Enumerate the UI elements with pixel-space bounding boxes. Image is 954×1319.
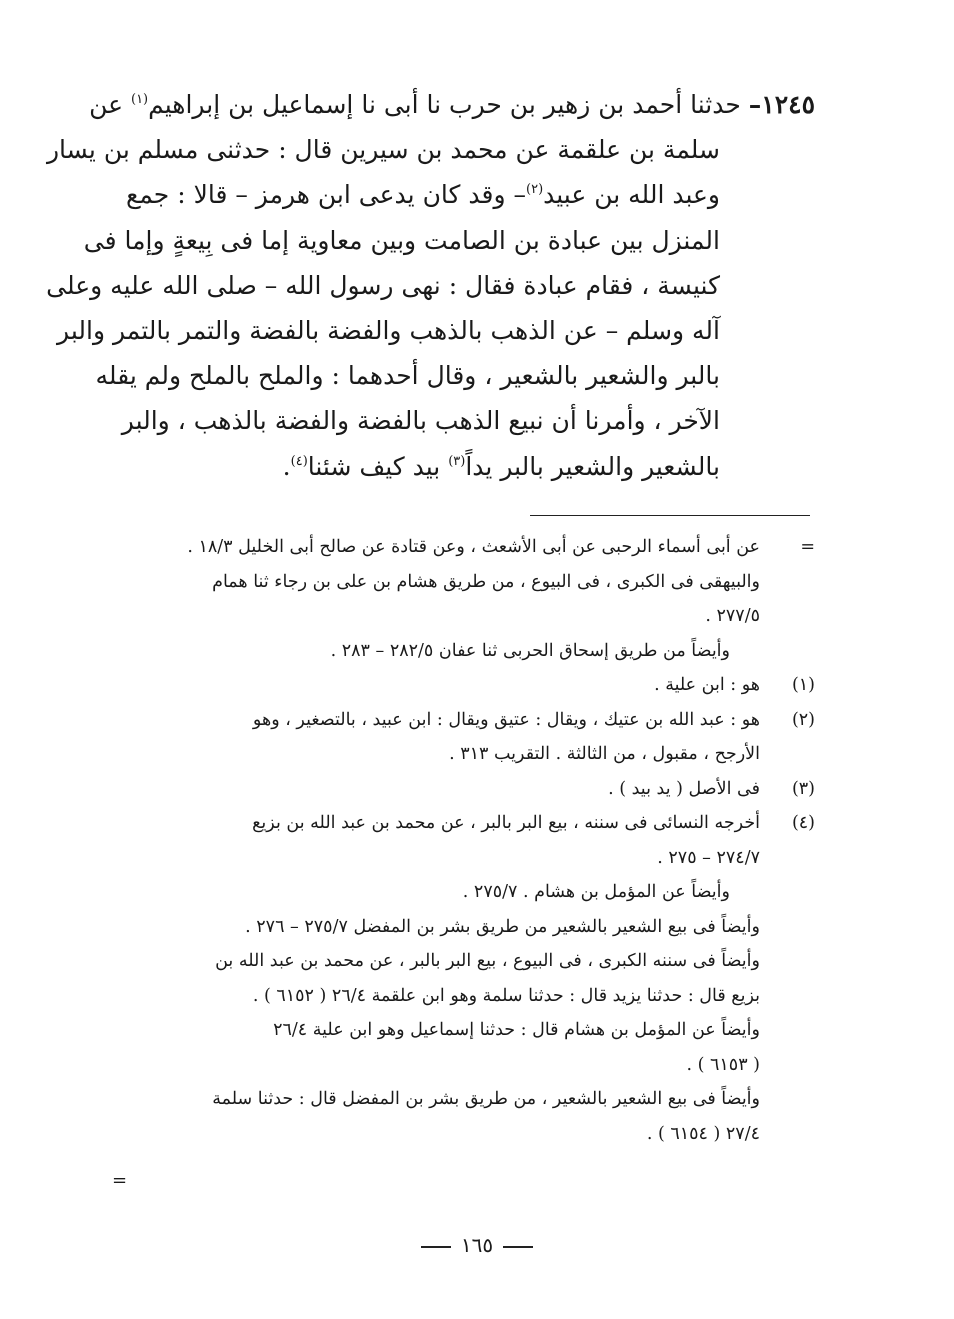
footnote-row: [100, 1117, 815, 1152]
footnote-row: [100, 841, 815, 876]
footnote-row: [100, 565, 815, 600]
footnote-row: [100, 1048, 815, 1083]
footnote-text: وأيضاً فى بيع الشعير بالشعير ، من طريق بشر بن المفضل قال : حدثنا سلمة: [212, 1089, 760, 1109]
footnote-row: [100, 599, 815, 634]
hadith-line: الآخر ، وأمرنا أن نبيع الذهب بالفضة والفضة بالذهب ، والبر: [121, 406, 720, 436]
dash-right: [421, 1246, 451, 1248]
footnote-text: ( ٦١٥٣ ) .: [686, 1054, 760, 1075]
hadith-line: سلمة بن علقمة عن محمد بن سيرين قال : حدثنى مسلم بن يسار: [46, 135, 720, 165]
footnote-row: [100, 668, 815, 703]
footnote-ref: (١): [130, 92, 149, 107]
footnote-text: ٢٧٧/٥ .: [705, 606, 760, 626]
footnote-row: [100, 634, 815, 669]
footnote-text: وأيضاً فى سننه الكبرى ، فى البيوع ، بيع البر بالبر ، عن محمد بن عبد الله بن: [215, 951, 760, 971]
footnote-ref: (٣): [448, 453, 466, 469]
footnote-text: ٢٧/٤ ( ٦١٥٤ ) .: [646, 1123, 760, 1144]
footnote-text: والبيهقى فى الكبرى ، فى البيوع ، من طريق هشام بن على بن رجاء ثنا همام: [212, 571, 760, 592]
footnote-separator: [530, 515, 810, 516]
footnote-row: [100, 910, 815, 945]
hadith-line: بالبر والشعير بالشعير ، وقال أحدهما : والملح بالملح ولم يقله: [95, 361, 720, 391]
footnote-marker: (١): [791, 675, 815, 695]
footnote-text: وأيضاً فى بيع الشعير بالشعير من طريق بشر بن المفضل ٢٧٥/٧ – ٢٧٦ .: [245, 916, 760, 937]
footnote-row: [100, 944, 815, 979]
footnote-row: [100, 1013, 815, 1048]
footnote-text: وأيضاً من طريق إسحاق الحربى ثنا عفان ٢٨٢/٥ – ٢٨٣ .: [330, 640, 730, 661]
dash-left: [503, 1246, 533, 1248]
footnote-row: [100, 772, 815, 807]
footnote-ref: (٤): [290, 453, 308, 469]
hadith-line: المنزل بين عبادة بن الصامت وبين معاوية إما فى بِيعةٍ وإما فى: [83, 225, 720, 255]
footnote-ref: (٢): [526, 182, 544, 198]
hadith-line: بالشعير والشعير بالبر يداً$^{(٣)}$ بيد كيف شئنا$^{(٤)}$.: [282, 451, 720, 481]
footnote-row: [100, 703, 815, 738]
hadith-text: [46, 82, 815, 489]
hadith-line: كنيسة ، فقام عبادة فقال : نهى رسول الله – صلى الله عليه وعلى: [46, 270, 720, 300]
footnote-row: [100, 875, 815, 910]
footnote-text: هو : عبد الله بن عتيك ، ويقال : عتيق ويقال : ابن عبيد ، بالتصغير ، وهو: [252, 709, 760, 730]
footnote-text: أخرجه النسائى فى سننه ، بيع البر بالبر ، عن محمد بن عبد الله بن بزيع: [252, 813, 760, 833]
footnote-text: بزيع قال : حدثنا يزيد قال : حدثنا سلمة وهو ابن علقمة ٢٦/٤ ( ٦١٥٢ ) .: [252, 985, 760, 1006]
footnote-row: [100, 1082, 815, 1117]
continuation-mark: =: [112, 1170, 128, 1191]
footnote-row: [100, 737, 815, 772]
footnote-marker: (٣): [791, 778, 815, 799]
footnotes: [100, 530, 815, 1151]
footnote-text: ٢٧٤/٧ – ٢٧٥ .: [657, 847, 760, 868]
footnote-text: عن أبى أسماء الرحبى عن أبى الأشعث ، وعن قتادة عن صالح أبى الخليل ١٨/٣ .: [187, 537, 760, 557]
hadith-line: آله وسلم – عن الذهب بالذهب والفضة بالفضة والتمر بالتمر والبر: [57, 316, 720, 346]
footnote-marker: (٢): [791, 709, 815, 730]
hadith-line: ١٢٤٥– حدثنا أحمد بن زهير بن حرب نا أبى نا إسماعيل بن إبراهيم$^{(١)}$ عن: [89, 90, 815, 119]
hadith-line: وعبد الله بن عبيد$^{(٢)}$– وقد كان يدعى ابن هرمز – قالا : جمع: [126, 180, 720, 210]
footnote-text: هو : ابن علية .: [654, 675, 760, 695]
page-number: ١٦٥: [0, 1233, 954, 1257]
footnote-text: الأرجح ، مقبول ، من الثالثة . التقريب ٣١٣ .: [449, 744, 760, 764]
footnote-text: فى الأصل ( يد بيد ) .: [608, 778, 760, 799]
hadith-number: ١٢٤٥–: [748, 90, 815, 119]
footnote-row: [100, 806, 815, 841]
footnote-row: [100, 979, 815, 1014]
footnote-marker: (٤): [791, 813, 815, 833]
footnote-marker: =: [800, 537, 815, 557]
footnote-text: وأيضاً عن المؤمل بن هشام قال : حدثنا إسماعيل وهو ابن علية ٢٦/٤: [273, 1020, 760, 1040]
footnote-text: وأيضاً عن المؤمل بن هشام . ٢٧٥/٧ .: [462, 882, 730, 902]
footnote-row: [100, 530, 815, 565]
